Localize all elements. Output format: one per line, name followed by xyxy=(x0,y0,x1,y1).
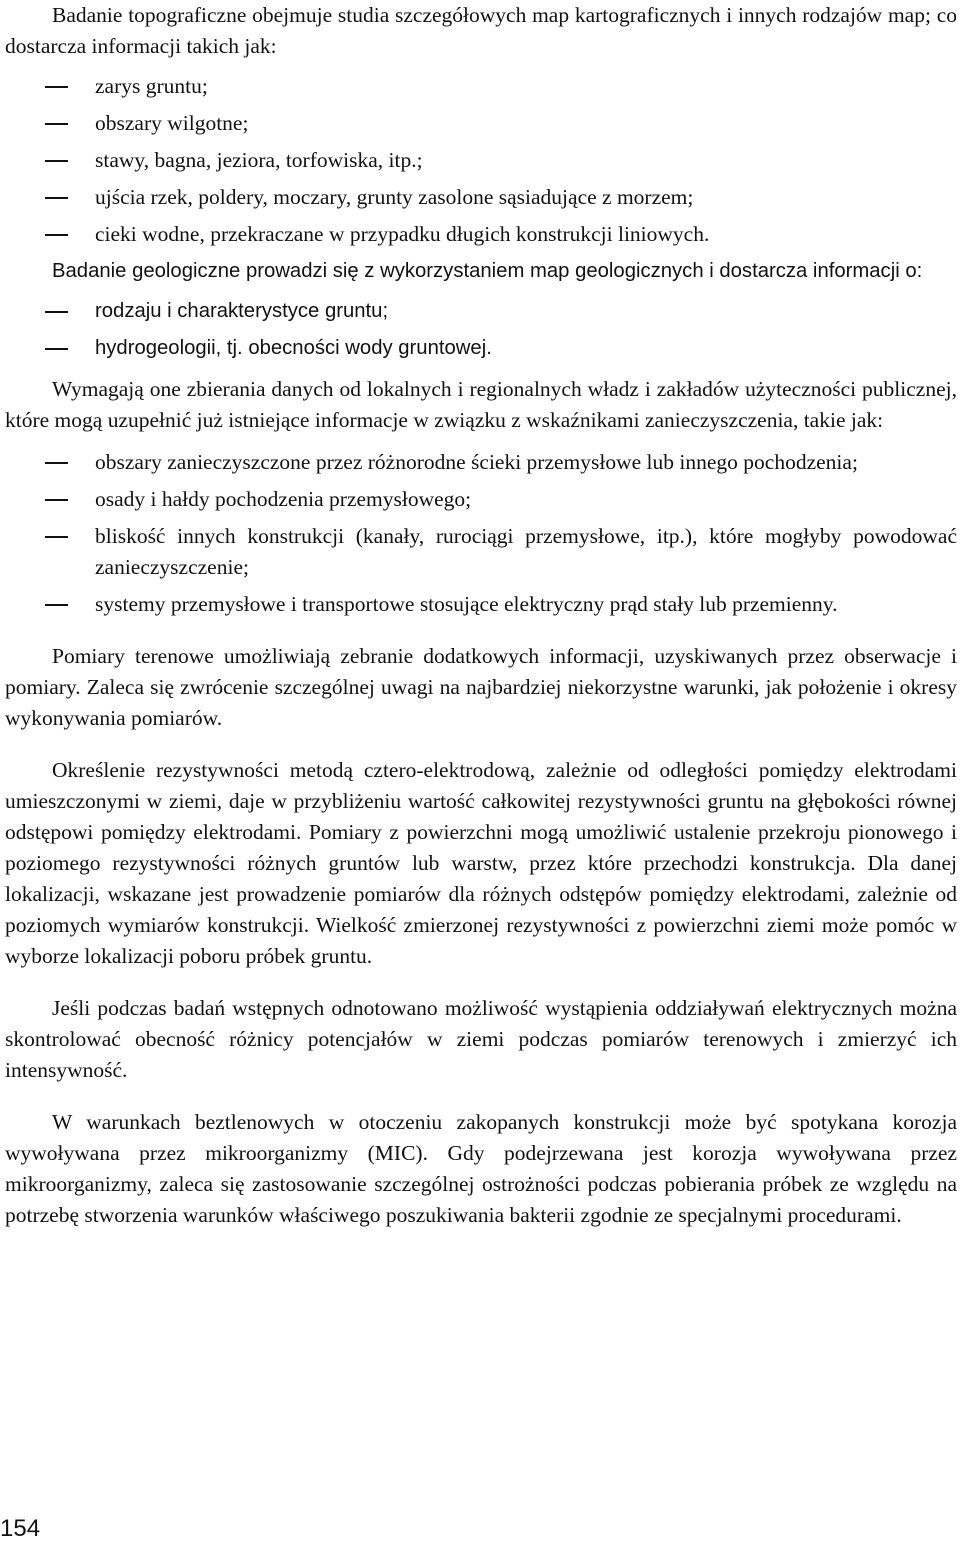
electrical-paragraph: Jeśli podczas badań wstępnych odnotowano możliwość wystąpienia oddziaływań elektrycznych można skontrolować obecność różnicy potencjałów w ziemi podczas pomiarów terenowych i zmierzyć ich intensywność. xyxy=(5,996,957,1082)
pollution-paragraph: Wymagają one zbierania danych od lokalnych i regionalnych władz i zakładów użyteczności publicznej, które mogą uzupełnić już istniejące informacje w związku z wskaźnikami zanieczyszczenia, takie jak: xyxy=(5,377,957,432)
list-item: systemy przemysłowe i transportowe stosujące elektryczny prąd stały lub przemienny. xyxy=(5,589,957,620)
list-item: hydrogeologii, tj. obecności wody gruntowej. xyxy=(5,333,957,364)
dash-bullet xyxy=(45,348,68,350)
mic-paragraph: W warunkach beztlenowych w otoczeniu zakopanych konstrukcji może być spotykana korozja wywoływana przez mikroorganizmy (MIC). Gdy podejrzewana jest korozja wywoływana przez mikroorganizmy, zaleca się zastosowanie szczególnej ostrożności podczas pobierania próbek ze względu na potrzebę stworzenia warunków właściwego poszukiwania bakterii zgodnie ze specjalnymi procedurami. xyxy=(5,1110,957,1227)
list-item: rodzaju i charakterystyce gruntu; xyxy=(5,296,957,327)
geology-list xyxy=(5,296,957,364)
list-item: bliskość innych konstrukcji (kanały, rurociągi przemysłowe, itp.), które mogłyby powodować zanieczyszczenie; xyxy=(5,521,957,583)
dash-bullet xyxy=(45,86,68,88)
dash-bullet xyxy=(45,604,68,606)
topographic-list xyxy=(5,71,957,250)
list-item: zarys gruntu; xyxy=(5,71,957,102)
dash-bullet xyxy=(45,123,68,125)
dash-bullet xyxy=(45,499,68,501)
dash-bullet xyxy=(45,536,68,538)
list-item: cieki wodne, przekraczane w przypadku długich konstrukcji liniowych. xyxy=(5,219,957,250)
dash-bullet xyxy=(45,311,68,313)
resistivity-paragraph: Określenie rezystywności metodą cztero-elektrodową, zależnie od odległości pomiędzy elektrodami umieszczonymi w ziemi, daje w przybliżeniu wartość całkowitej rezystywności gruntu na głębokości równej odstępowi pomiędzy elektrodami. Pomiary z powierzchni mogą umożliwić ustalenie przekroju pionowego i poziomego rezystywności różnych gruntów lub warstw, przez które przechodzi konstrukcja. Dla danej lokalizacji, wskazane jest prowadzenie pomiarów dla różnych odstępów pomiędzy elektrodami, zależnie od poziomych wymiarów konstrukcji. Wielkość zmierzonej rezystywności z powierzchni ziemi może pomóc w wyborze lokalizacji poboru próbek gruntu. xyxy=(5,758,957,968)
dash-bullet xyxy=(45,197,68,199)
geology-paragraph: Badanie geologiczne prowadzi się z wykorzystaniem map geologicznych i dostarcza informacji o: xyxy=(52,260,923,282)
list-item: stawy, bagna, jeziora, torfowiska, itp.; xyxy=(5,145,957,176)
list-item: obszary wilgotne; xyxy=(5,108,957,139)
document-page xyxy=(5,0,957,1231)
list-item: obszary zanieczyszczone przez różnorodne ścieki przemysłowe lub innego pochodzenia; xyxy=(5,447,957,478)
measurements-paragraph: Pomiary terenowe umożliwiają zebranie dodatkowych informacji, uzyskiwanych przez obserwacje i pomiary. Zaleca się zwrócenie szczególnej uwagi na najbardziej niekorzystne warunki, jak położenie i okresy wykonywania pomiarów. xyxy=(5,644,957,730)
list-item: osady i hałdy pochodzenia przemysłowego; xyxy=(5,484,957,515)
pollution-list xyxy=(5,447,957,620)
intro-paragraph: Badanie topograficzne obejmuje studia szczegółowych map kartograficznych i innych rodzajów map; co dostarcza informacji takich jak: xyxy=(5,3,957,58)
list-item: ujścia rzek, poldery, moczary, grunty zasolone sąsiadujące z morzem; xyxy=(5,182,957,213)
dash-bullet xyxy=(45,160,68,162)
dash-bullet xyxy=(45,462,68,464)
dash-bullet xyxy=(45,234,68,236)
page-number: 154 xyxy=(0,1515,41,1542)
